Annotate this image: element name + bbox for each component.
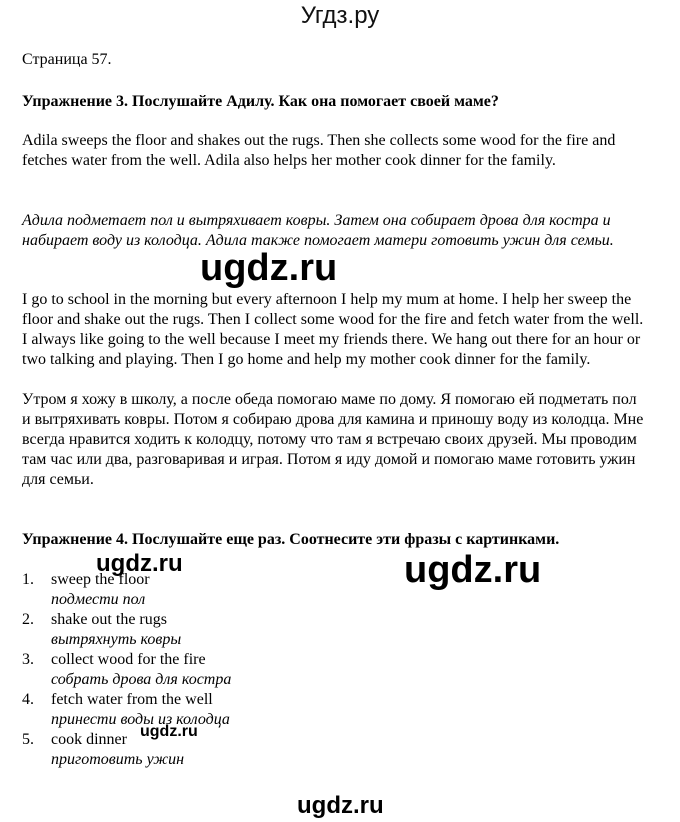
page-label: Страница 57. (22, 51, 112, 68)
list-item-english: collect wood for the fire (51, 651, 206, 668)
list-item-english: fetch water from the well (51, 691, 213, 708)
list-item-english: shake out the rugs (51, 611, 167, 628)
list-item (22, 730, 422, 770)
exercise-3-paragraph-ru-2: Утром я хожу в школу, а после обеда помогаю маме по дому. Я помогаю ей подметать пол и вытряхивать ковры. Потом я собираю дрова для камина и приношу воду из колодца. Мне всегда нравится ходить к колодцу, потому что там я встречаю своих друзей. Мы проводим там час или два, разговаривая и играя. Потом я иду домой и помогаю маме готовить ужин для семьи. (22, 391, 644, 488)
list-item-number: 5. (22, 731, 34, 748)
list-item-russian: приготовить ужин (51, 751, 185, 768)
exercise-3-paragraph-en-1: Adila sweeps the floor and shakes out the rugs. Then she collects some wood for the fire and fetches water from the well. Adila also helps her mother cook dinner for the family. (22, 132, 616, 169)
list-item-number: 4. (22, 691, 34, 708)
list-item-english: cook dinner (51, 731, 127, 748)
list-item-russian: собрать дрова для костра (51, 671, 232, 688)
list-item-russian: вытряхнуть ковры (51, 631, 182, 648)
list-item (22, 690, 422, 730)
site-title: Угдз.ру (300, 2, 380, 29)
watermark-text: ugdz.ru (200, 247, 338, 289)
exercise-3-paragraph-en-2: I go to school in the morning but every afternoon I help my mum at home. I help her sweep the floor and shake out the rugs. Then I collect some wood for the fire and fetch water from the well. I always like going to the well because I meet my friends there. We hang out there for an hour or two talking and playing. Then I go home and help my mother cook dinner for the family. (22, 291, 644, 368)
list-item-russian: подмести пол (51, 591, 146, 608)
list-item (22, 570, 422, 610)
watermark-text: ugdz.ru (140, 723, 198, 740)
list-item-russian: принести воды из колодца (51, 711, 230, 728)
list-item-english: sweep the floor (51, 571, 150, 588)
list-item (22, 610, 422, 650)
watermark-text: ugdz.ru (96, 550, 183, 577)
phrase-list (22, 570, 422, 770)
exercise-3-heading: Упражнение 3. Послушайте Адилу. Как она помогает своей маме? (22, 93, 499, 110)
list-item-number: 1. (22, 571, 34, 588)
watermark-text: ugdz.ru (297, 792, 384, 819)
list-item-number: 3. (22, 651, 34, 668)
exercise-3-paragraph-ru-1: Адила подметает пол и вытряхивает ковры. Затем она собирает дрова для костра и набирает воду из колодца. Адила также помогает матери готовить ужин для семьи. (22, 212, 614, 249)
list-item-number: 2. (22, 611, 34, 628)
watermark-text: ugdz.ru (404, 549, 542, 591)
exercise-4-heading: Упражнение 4. Послушайте еще раз. Соотнесите эти фразы с картинками. (22, 531, 560, 548)
list-item (22, 650, 422, 690)
